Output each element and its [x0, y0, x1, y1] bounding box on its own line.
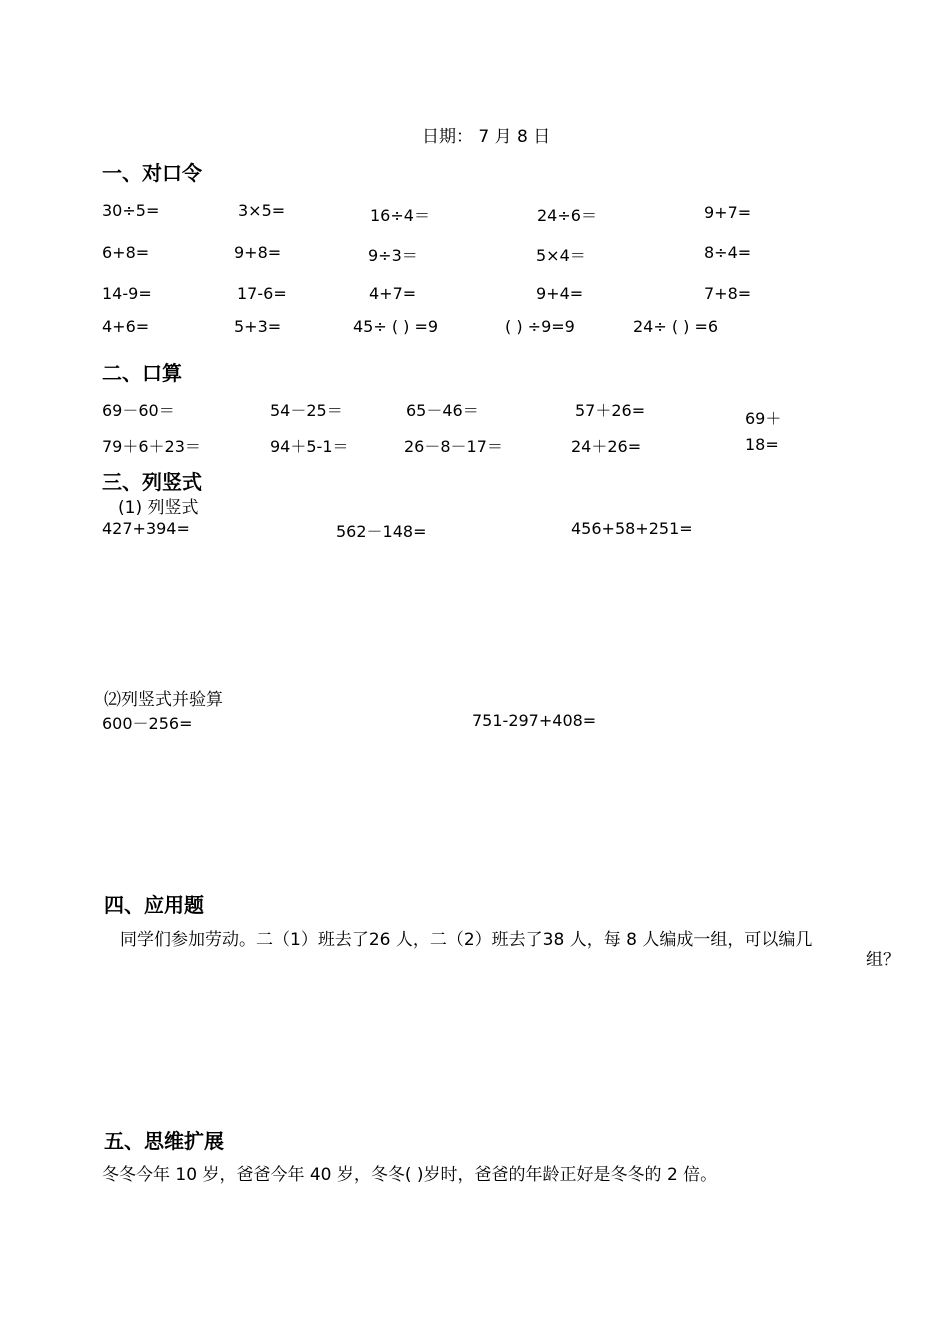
vertical-1: 427+394= [102, 519, 190, 538]
part2-label: ⑵列竖式并验算 [104, 690, 223, 710]
mental-2-1: 79＋6＋23＝ [102, 437, 201, 456]
problem-1-4: 24÷6＝ [537, 206, 597, 225]
mental-1-3: 65－46＝ [406, 401, 479, 420]
section-title-kousuan: 二、口算 [102, 361, 182, 385]
problem-2-1: 6+8= [102, 243, 150, 262]
problem-3-3: 4+7= [369, 284, 417, 303]
mental-1-5: 69＋ [745, 409, 782, 428]
mental-1-2: 54－25＝ [270, 401, 343, 420]
section-title-yingyongti: 四、应用题 [104, 893, 204, 917]
problem-1-5: 9+7= [704, 203, 752, 222]
problem-3-4: 9+4= [536, 284, 584, 303]
problem-2-2: 9+8= [234, 243, 282, 262]
problem-1-1: 30÷5= [102, 201, 160, 220]
section-title-lieshushi: 三、列竖式 [102, 470, 202, 494]
problem-2-4: 5×4＝ [536, 246, 586, 265]
problem-1-3: 16÷4＝ [370, 206, 430, 225]
problem-2-5: 8÷4= [704, 243, 752, 262]
verify-1: 600－256= [102, 714, 193, 733]
part1-label: (1) 列竖式 [118, 498, 199, 518]
problem-3-5: 7+8= [704, 284, 752, 303]
word-problem-line1: 同学们参加劳动。二（1）班去了26 人，二（2）班去了38 人，每 8 人编成一组，可以编几 [120, 930, 813, 950]
problem-4-4: ( ) ÷9=9 [505, 317, 575, 336]
section-title-duikouling: 一、对口令 [102, 161, 202, 185]
vertical-2: 562－148= [336, 522, 427, 541]
mental-1-1: 69－60＝ [102, 401, 175, 420]
word-problem-line2: 组？ [866, 950, 900, 970]
section-title-siweikuozhan: 五、思维扩展 [104, 1129, 224, 1153]
problem-4-1: 4+6= [102, 317, 150, 336]
mental-2-4: 24＋26= [571, 437, 642, 456]
problem-2-3: 9÷3＝ [368, 246, 418, 265]
problem-4-2: 5+3= [234, 317, 282, 336]
problem-3-2: 17-6= [237, 284, 287, 303]
mental-1-4: 57＋26= [575, 401, 646, 420]
problem-4-3: 45÷ ( ) =9 [353, 317, 439, 336]
problem-3-1: 14-9= [102, 284, 152, 303]
mental-2-2: 94＋5-1＝ [270, 437, 349, 456]
thinking-problem: 冬冬今年 10 岁，爸爸今年 40 岁，冬冬( )岁时，爸爸的年龄正好是冬冬的 2 倍。 [102, 1165, 718, 1185]
date-line: 日期： 7 月 8 日 [422, 127, 551, 147]
problem-1-2: 3×5= [238, 201, 286, 220]
mental-2-3: 26－8－17＝ [404, 437, 503, 456]
vertical-3: 456+58+251= [571, 519, 693, 538]
problem-4-5: 24÷ ( ) =6 [633, 317, 719, 336]
mental-2-5: 18= [745, 435, 779, 454]
verify-2: 751-297+408= [472, 711, 597, 730]
